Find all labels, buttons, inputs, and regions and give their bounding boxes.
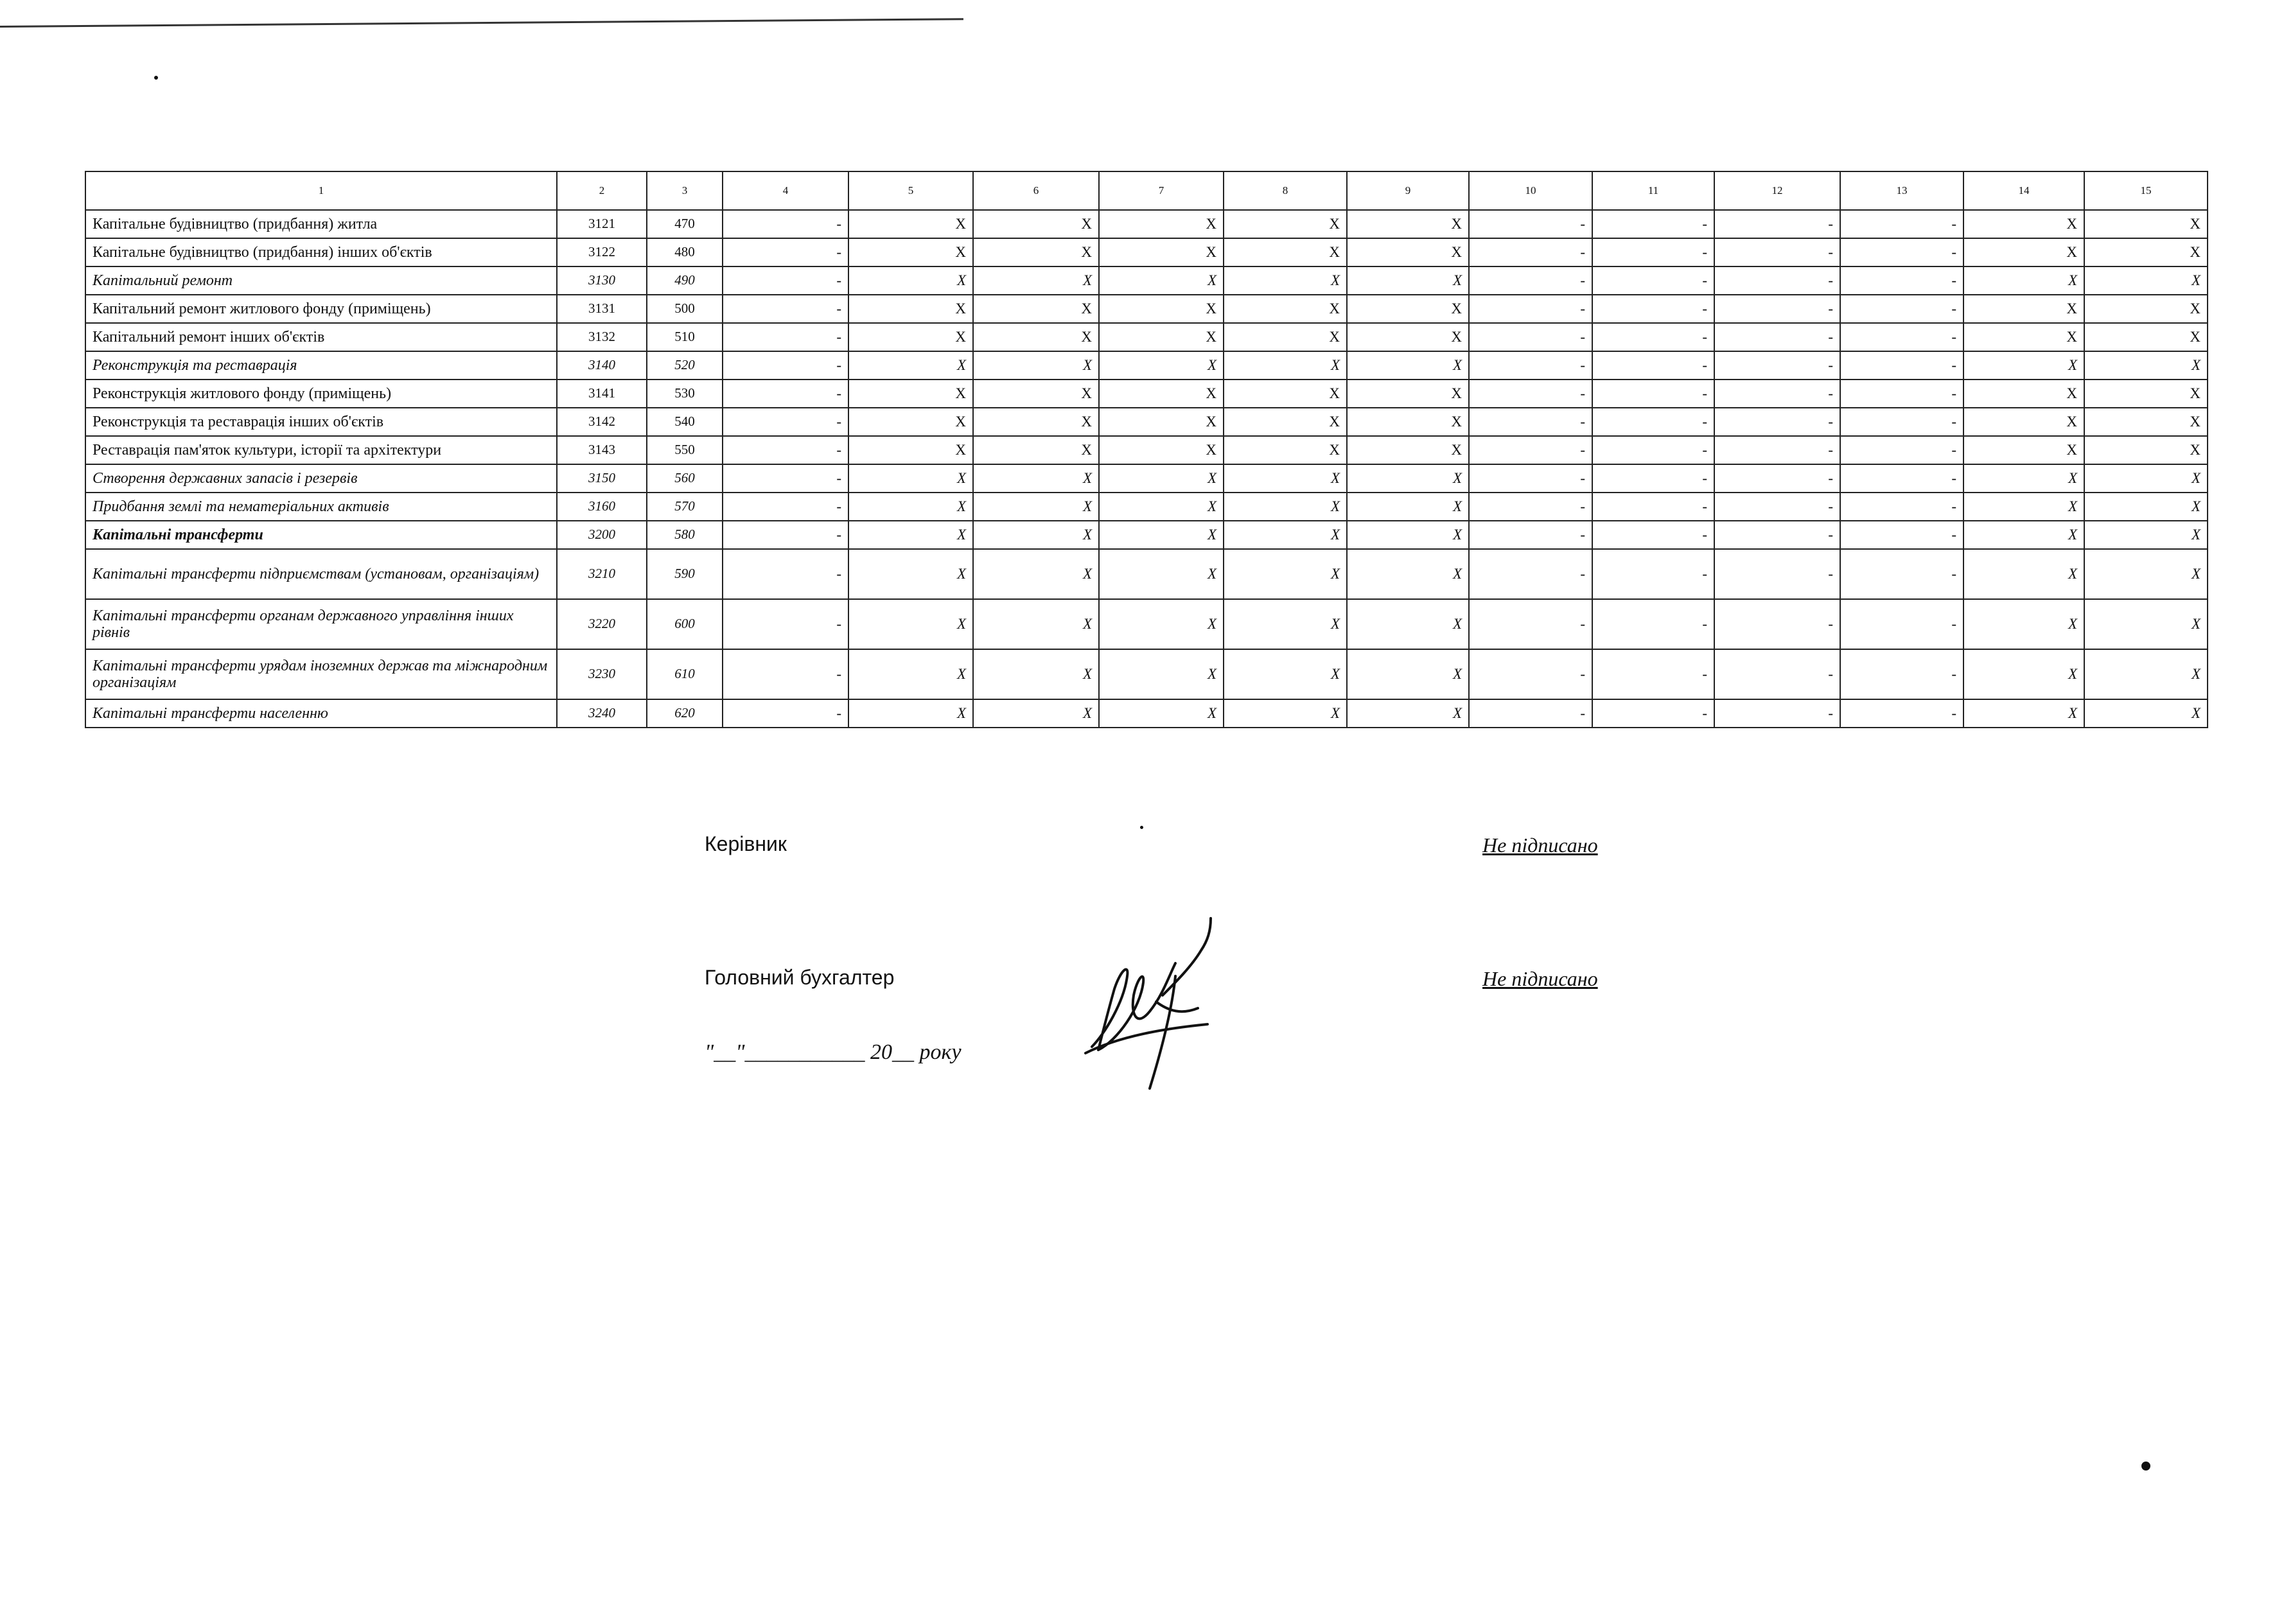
value-cell: - [1714,649,1840,699]
value-cell: - [1469,436,1592,464]
row-name: Капітальне будівництво (придбання) житла [85,210,557,238]
value-cell: - [1592,380,1714,408]
value-cell: X [1963,295,2084,323]
value-cell: X [1224,210,1347,238]
row-name: Капітальні трансферти підприємствам (установам, організаціям) [85,549,557,599]
row-name: Реконструкція житлового фонду (приміщень) [85,380,557,408]
row-name: Капітальний ремонт [85,266,557,295]
value-cell: - [1469,323,1592,351]
value-cell: - [1469,295,1592,323]
row-code: 3200 [557,521,647,549]
value-cell: X [1963,238,2084,266]
value-cell: X [973,599,1099,649]
value-cell: X [1224,549,1347,599]
value-cell: - [723,323,848,351]
row-code: 3140 [557,351,647,380]
value-cell: X [1099,323,1224,351]
value-cell: - [1840,408,1963,436]
handwritten-signature [1079,905,1227,1092]
value-cell: - [1840,210,1963,238]
value-cell: - [1840,238,1963,266]
value-cell: - [723,599,848,649]
row-line-code: 580 [647,521,723,549]
value-cell: - [1592,238,1714,266]
table-row [85,210,2208,238]
value-cell: - [723,238,848,266]
value-cell: X [1099,380,1224,408]
value-cell: X [848,521,973,549]
value-cell: - [1714,408,1840,436]
value-cell: X [1224,408,1347,436]
value-cell: - [1592,493,1714,521]
value-cell: X [1963,464,2084,493]
value-cell: - [1714,323,1840,351]
value-cell: - [1714,266,1840,295]
row-name: Капітальний ремонт інших об'єктів [85,323,557,351]
row-code: 3230 [557,649,647,699]
value-cell: X [1224,266,1347,295]
value-cell: - [1840,649,1963,699]
value-cell: X [2084,351,2208,380]
value-cell: X [1224,295,1347,323]
value-cell: - [723,649,848,699]
column-number-header: 13 [1840,171,1963,210]
head-label: Керівник [705,832,787,855]
value-cell: X [2084,436,2208,464]
value-cell: X [973,549,1099,599]
value-cell: X [1099,649,1224,699]
value-cell: X [1224,521,1347,549]
value-cell: - [723,521,848,549]
row-name: Реконструкція та реставрація [85,351,557,380]
row-line-code: 590 [647,549,723,599]
value-cell: X [1963,380,2084,408]
value-cell: - [1714,238,1840,266]
row-line-code: 550 [647,436,723,464]
column-number-header: 12 [1714,171,1840,210]
row-name: Реконструкція та реставрація інших об'єктів [85,408,557,436]
row-name: Капітальний ремонт житлового фонду (приміщень) [85,295,557,323]
column-number-header: 3 [647,171,723,210]
column-number-header: 11 [1592,171,1714,210]
value-cell: X [1224,238,1347,266]
value-cell: - [1592,464,1714,493]
row-code: 3122 [557,238,647,266]
value-cell: X [1963,549,2084,599]
scan-speck [1140,826,1143,829]
value-cell: - [1592,295,1714,323]
table-row [85,295,2208,323]
column-number-header: 9 [1347,171,1469,210]
date-line: "__"___________ 20__ року [705,1040,962,1064]
table-row [85,408,2208,436]
value-cell: X [1347,210,1469,238]
row-name: Капітальні трансферти органам державного управління інших рівнів [85,599,557,649]
column-number-header: 14 [1963,171,2084,210]
value-cell: X [1963,210,2084,238]
value-cell: - [1469,599,1592,649]
row-line-code: 530 [647,380,723,408]
value-cell: X [848,649,973,699]
value-cell: - [1714,699,1840,728]
value-cell: X [1099,266,1224,295]
value-cell: - [1592,549,1714,599]
value-cell: X [1347,521,1469,549]
value-cell: - [723,380,848,408]
value-cell: X [973,210,1099,238]
table-row [85,464,2208,493]
value-cell: X [1963,699,2084,728]
value-cell: X [2084,493,2208,521]
row-code: 3142 [557,408,647,436]
value-cell: - [1840,464,1963,493]
value-cell: X [1099,521,1224,549]
row-line-code: 520 [647,351,723,380]
value-cell: - [723,408,848,436]
value-cell: X [848,436,973,464]
value-cell: X [848,238,973,266]
value-cell: X [1347,380,1469,408]
value-cell: X [848,266,973,295]
row-line-code: 540 [647,408,723,436]
value-cell: - [1840,699,1963,728]
value-cell: X [1963,266,2084,295]
row-name: Придбання землі та нематеріальних активів [85,493,557,521]
value-cell: X [1224,323,1347,351]
value-cell: X [1099,464,1224,493]
value-cell: X [2084,266,2208,295]
value-cell: X [1347,493,1469,521]
value-cell: - [1840,323,1963,351]
row-code: 3220 [557,599,647,649]
value-cell: X [1224,464,1347,493]
value-cell: - [1469,699,1592,728]
value-cell: X [1963,599,2084,649]
value-cell: X [1347,436,1469,464]
value-cell: X [1347,295,1469,323]
value-cell: - [1469,464,1592,493]
value-cell: X [2084,323,2208,351]
value-cell: X [2084,210,2208,238]
row-code: 3130 [557,266,647,295]
column-number-header: 7 [1099,171,1224,210]
value-cell: X [2084,380,2208,408]
value-cell: X [1347,699,1469,728]
row-name: Капітальні трансферти урядам іноземних держав та міжнародним організаціям [85,649,557,699]
value-cell: X [1099,351,1224,380]
row-line-code: 480 [647,238,723,266]
row-line-code: 470 [647,210,723,238]
table-row [85,351,2208,380]
value-cell: X [1963,493,2084,521]
value-cell: X [848,380,973,408]
value-cell: X [973,238,1099,266]
value-cell: - [1714,210,1840,238]
value-cell: - [1714,436,1840,464]
row-code: 3132 [557,323,647,351]
value-cell: - [1840,351,1963,380]
table-row [85,521,2208,549]
value-cell: - [1469,266,1592,295]
value-cell: - [1714,549,1840,599]
value-cell: - [723,351,848,380]
value-cell: X [1347,351,1469,380]
table-body [85,171,2208,728]
value-cell: X [2084,238,2208,266]
value-cell: - [1592,649,1714,699]
value-cell: - [723,295,848,323]
value-cell: - [1469,351,1592,380]
value-cell: X [848,493,973,521]
column-number-header: 8 [1224,171,1347,210]
value-cell: - [1592,408,1714,436]
table-row [85,549,2208,599]
value-cell: X [1963,408,2084,436]
value-cell: X [973,436,1099,464]
row-line-code: 510 [647,323,723,351]
value-cell: X [2084,549,2208,599]
value-cell: - [1469,210,1592,238]
value-cell: - [1469,380,1592,408]
value-cell: X [973,266,1099,295]
row-code: 3160 [557,493,647,521]
value-cell: X [1099,295,1224,323]
table-row [85,238,2208,266]
value-cell: X [1099,238,1224,266]
value-cell: X [1963,323,2084,351]
row-name: Капітальне будівництво (придбання) інших об'єктів [85,238,557,266]
row-line-code: 600 [647,599,723,649]
value-cell: - [1592,436,1714,464]
value-cell: - [1592,266,1714,295]
row-name: Реставрація пам'яток культури, історії та архітектури [85,436,557,464]
row-line-code: 610 [647,649,723,699]
chief-accountant-label: Головний бухгалтер [705,966,895,989]
value-cell: X [1099,436,1224,464]
value-cell: - [1714,380,1840,408]
value-cell: - [1469,408,1592,436]
value-cell: - [723,549,848,599]
value-cell: X [848,210,973,238]
value-cell: X [973,521,1099,549]
value-cell: X [1224,649,1347,699]
value-cell: X [1099,493,1224,521]
value-cell: - [1840,295,1963,323]
value-cell: X [1224,351,1347,380]
value-cell: - [1840,493,1963,521]
table-row [85,599,2208,649]
row-code: 3143 [557,436,647,464]
row-code: 3240 [557,699,647,728]
value-cell: X [1347,266,1469,295]
value-cell: X [2084,521,2208,549]
head-signature-status: Не підписано [1482,834,1598,857]
value-cell: X [1347,323,1469,351]
value-cell: - [1840,436,1963,464]
value-cell: - [723,699,848,728]
value-cell: - [723,493,848,521]
value-cell: - [1592,699,1714,728]
table-header-row [85,171,2208,210]
value-cell: - [1714,351,1840,380]
row-code: 3210 [557,549,647,599]
value-cell: X [973,408,1099,436]
row-name: Створення державних запасів і резервів [85,464,557,493]
value-cell: X [973,380,1099,408]
value-cell: - [1714,521,1840,549]
value-cell: X [848,408,973,436]
row-line-code: 560 [647,464,723,493]
column-number-header: 10 [1469,171,1592,210]
value-cell: X [848,464,973,493]
value-cell: - [1592,210,1714,238]
value-cell: - [723,436,848,464]
value-cell: X [1963,351,2084,380]
value-cell: - [1592,521,1714,549]
row-code: 3121 [557,210,647,238]
table-row [85,493,2208,521]
value-cell: - [1469,493,1592,521]
scan-speck [2141,1462,2150,1471]
value-cell: - [1714,493,1840,521]
row-code: 3141 [557,380,647,408]
table-row [85,380,2208,408]
table-row [85,266,2208,295]
value-cell: X [973,323,1099,351]
row-code: 3131 [557,295,647,323]
value-cell: - [723,464,848,493]
column-number-header: 2 [557,171,647,210]
value-cell: X [2084,699,2208,728]
value-cell: X [2084,649,2208,699]
value-cell: - [1714,295,1840,323]
column-number-header: 5 [848,171,973,210]
value-cell: X [1224,436,1347,464]
value-cell: X [973,493,1099,521]
value-cell: - [723,210,848,238]
value-cell: X [848,351,973,380]
value-cell: X [1347,238,1469,266]
value-cell: X [848,323,973,351]
row-line-code: 620 [647,699,723,728]
value-cell: X [1224,699,1347,728]
value-cell: X [1099,599,1224,649]
value-cell: X [1099,699,1224,728]
row-line-code: 500 [647,295,723,323]
value-cell: X [1963,436,2084,464]
table-row [85,323,2208,351]
value-cell: - [1714,464,1840,493]
value-cell: X [973,464,1099,493]
value-cell: X [1099,408,1224,436]
value-cell: - [1714,599,1840,649]
value-cell: X [2084,599,2208,649]
value-cell: X [1224,599,1347,649]
row-code: 3150 [557,464,647,493]
value-cell: - [1840,266,1963,295]
value-cell: - [1840,380,1963,408]
table-row [85,436,2208,464]
value-cell: - [1592,599,1714,649]
table-row [85,699,2208,728]
value-cell: X [973,649,1099,699]
value-cell: X [2084,408,2208,436]
value-cell: - [1469,521,1592,549]
row-line-code: 570 [647,493,723,521]
value-cell: - [1592,323,1714,351]
value-cell: X [848,699,973,728]
value-cell: X [1347,599,1469,649]
capital-expenditure-table [85,171,2208,728]
scan-speck [154,76,158,80]
value-cell: - [723,266,848,295]
value-cell: X [1963,649,2084,699]
value-cell: X [1224,380,1347,408]
value-cell: X [1099,549,1224,599]
value-cell: - [1840,599,1963,649]
value-cell: X [848,549,973,599]
value-cell: - [1592,351,1714,380]
value-cell: X [848,599,973,649]
scan-edge-line [0,18,963,28]
value-cell: - [1840,549,1963,599]
value-cell: - [1469,549,1592,599]
column-number-header: 6 [973,171,1099,210]
row-line-code: 490 [647,266,723,295]
value-cell: X [848,295,973,323]
value-cell: X [1347,549,1469,599]
value-cell: X [1224,493,1347,521]
value-cell: - [1469,649,1592,699]
value-cell: - [1469,238,1592,266]
value-cell: X [1963,521,2084,549]
row-name: Капітальні трансферти населенню [85,699,557,728]
value-cell: X [1099,210,1224,238]
value-cell: X [2084,295,2208,323]
value-cell: X [1347,464,1469,493]
row-name: Капітальні трансферти [85,521,557,549]
column-number-header: 15 [2084,171,2208,210]
value-cell: X [2084,464,2208,493]
table-row [85,649,2208,699]
value-cell: - [1840,521,1963,549]
value-cell: X [973,699,1099,728]
column-number-header: 1 [85,171,557,210]
value-cell: X [973,295,1099,323]
column-number-header: 4 [723,171,848,210]
value-cell: X [1347,649,1469,699]
value-cell: X [1347,408,1469,436]
value-cell: X [973,351,1099,380]
chief-accountant-signature-status: Не підписано [1482,967,1598,990]
